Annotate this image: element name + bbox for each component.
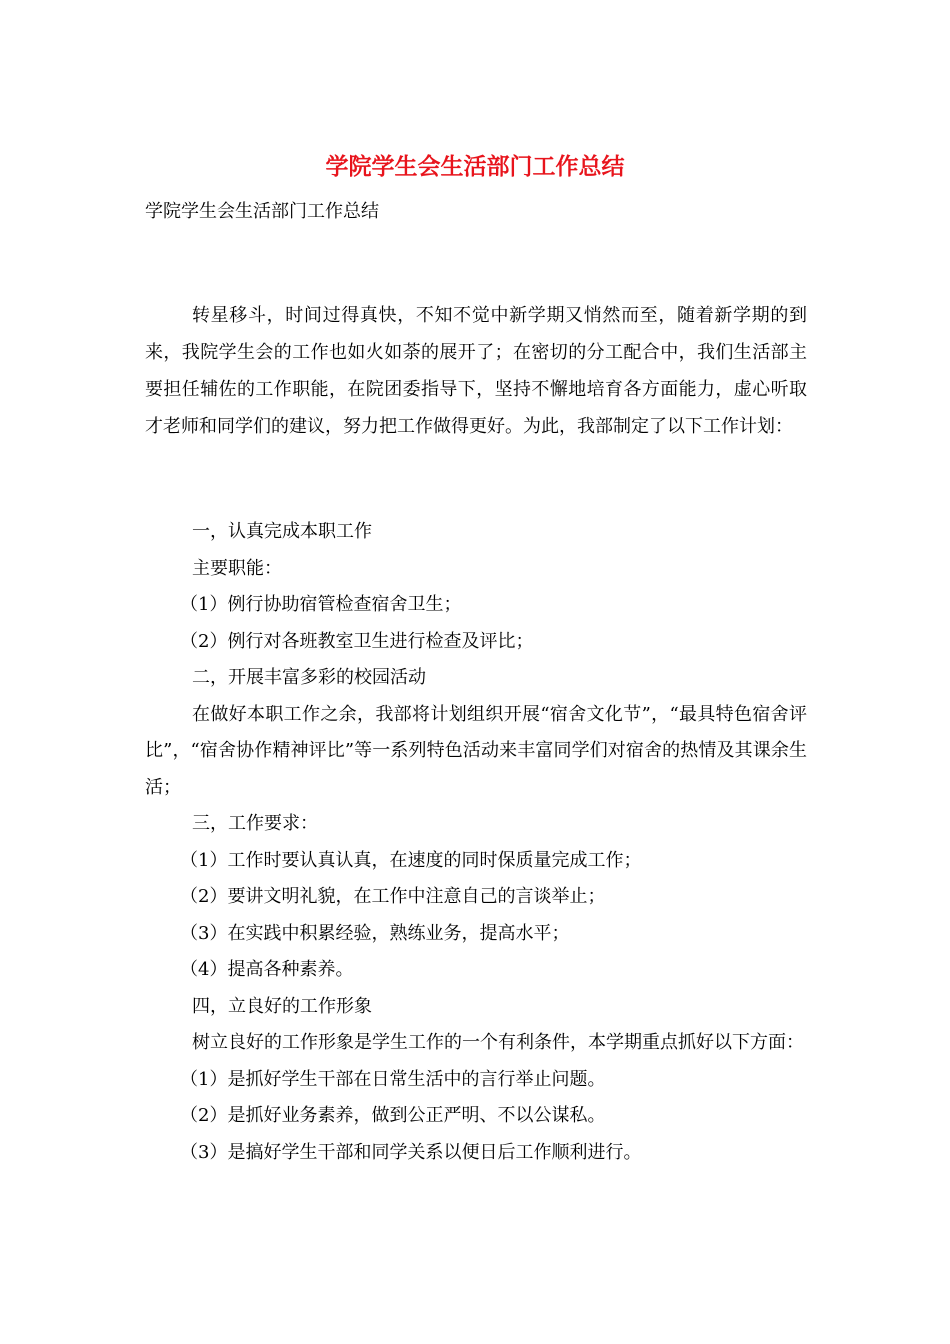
section-3-heading: 三，工作要求： — [192, 813, 318, 834]
section-1-item-2: （2）例行对各班教室卫生进行检查及评比； — [180, 630, 534, 652]
section-4-item-1: （1）是抓好学生干部在日常生活中的言行举止问题。 — [180, 1068, 606, 1090]
intro-block — [145, 297, 807, 445]
section-3-item-1: （1）工作时要认真认真，在速度的同时保质量完成工作； — [180, 849, 642, 871]
section-1-subheading: 主要职能： — [192, 557, 282, 579]
section-4-paragraph: 树立良好的工作形象是学生工作的一个有利条件，本学期重点抓好以下方面： — [192, 1032, 804, 1053]
document-subtitle: 学院学生会生活部门工作总结 — [145, 201, 379, 222]
section-1-item-1: （1）例行协助宿管检查宿舍卫生； — [180, 594, 462, 615]
section-2-heading: 二，开展丰富多彩的校园活动 — [192, 667, 426, 688]
section-4-item-3: （3）是搞好学生干部和同学关系以便日后工作顺利进行。 — [180, 1141, 642, 1163]
document-title: 学院学生会生活部门工作总结 — [325, 153, 625, 180]
section-3-item-3: （3）在实践中积累经验，熟练业务，提高水平； — [180, 922, 570, 944]
section-2-paragraph: 在做好本职工作之余，我部将计划组织开展“宿舍文化节”，“最具特色宿舍评比”，“宿舍协作精神评比”等一系列特色活动来丰富同学们对宿舍的热情及其课余生活； — [145, 703, 807, 798]
section-4-heading: 四，立良好的工作形象 — [192, 995, 372, 1017]
section-3-item-2: （2）要讲文明礼貌，在工作中注意自己的言谈举止； — [180, 886, 606, 907]
content-block — [145, 514, 807, 1171]
intro-paragraph: 转星移斗，时间过得真快，不知不觉中新学期又悄然而至，随着新学期的到来，我院学生会的工作也如火如荼的展开了；在密切的分工配合中，我们生活部主要担任辅佐的工作职能，在院团委指导下，坚持不懈地培育各方面能力，虚心听取才老师和同学们的建议，努力把工作做得更好。为此，我部制定了以下工作计划： — [145, 305, 807, 437]
section-1-heading: 一，认真完成本职工作 — [192, 521, 372, 542]
section-4-item-2: （2）是抓好业务素养，做到公正严明、不以公谋私。 — [180, 1105, 606, 1126]
section-3-item-4: （4）提高各种素养。 — [180, 959, 354, 980]
